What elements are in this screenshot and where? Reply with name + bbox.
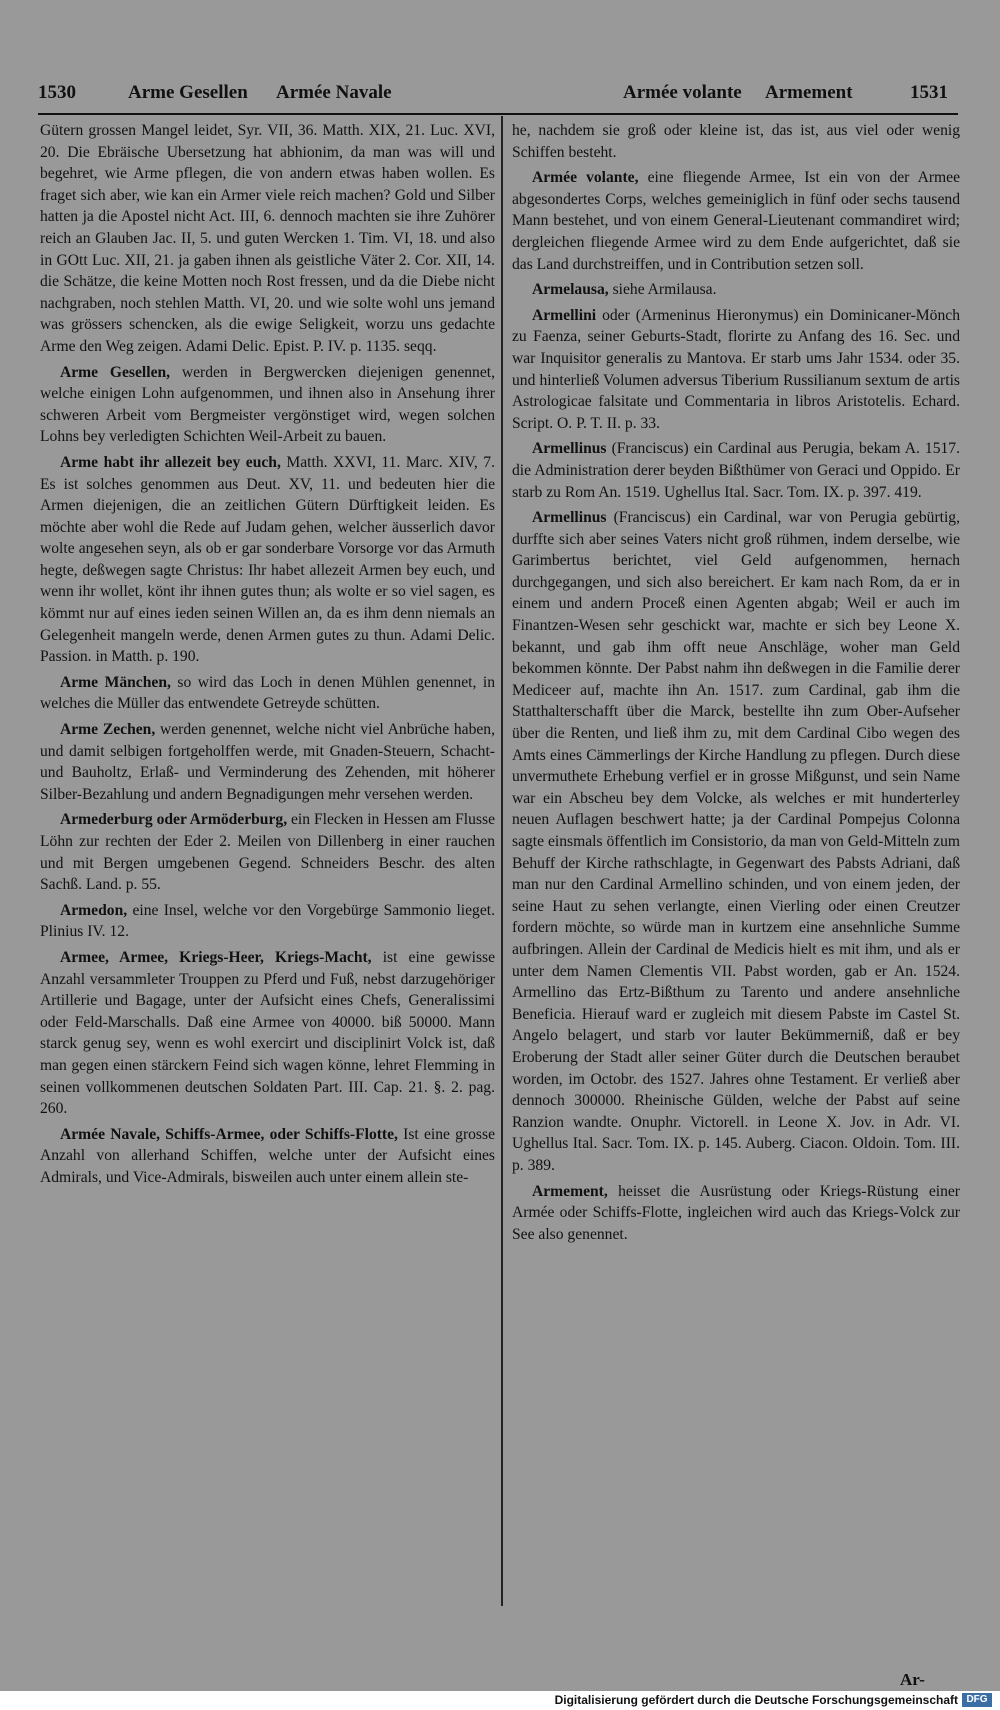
dictionary-entry bbox=[512, 167, 960, 275]
entry-text: ist eine gewisse Anzahl versammleter Trouppen zu Pferd und Fuß, nebst darzugehöriger Artillerie und Bagage, unter der Aufsicht eines Chefs, Generalissimi oder Feld-Marschalls. Daß eine Armee von 40000. biß 50000. Mann starck genug sey, wenn es wohl exercirt und disciplinirt Volck ist, daß man gegen einen stärckern Feind sich wagen könne, lehret Flemming in seinen vollkommenen deutschen Soldaten Part. III. Cap. 21. §. 2. pag. 260. bbox=[40, 948, 495, 1118]
entry-headword: Armelausa, bbox=[532, 281, 609, 299]
right-column bbox=[512, 120, 960, 1249]
dictionary-entry bbox=[40, 719, 495, 805]
running-head-right-2: Armement bbox=[765, 82, 853, 103]
entry-headword: Arme habt ihr allezeit bey euch, bbox=[60, 453, 281, 471]
header-rule bbox=[38, 113, 958, 115]
entry-headword: Arme Gesellen, bbox=[60, 363, 171, 381]
digitization-footer bbox=[0, 1691, 1000, 1710]
entry-text: siehe Armilausa. bbox=[608, 281, 717, 299]
footer-credit: Digitalisierung gefördert durch die Deutsche Forschungsgemeinschaft bbox=[554, 1693, 958, 1707]
dictionary-entry bbox=[40, 947, 495, 1120]
dictionary-entry bbox=[512, 438, 960, 503]
entry-text: he, nachdem sie groß oder kleine ist, das ist, aus viel oder wenig Schiffen besteht. bbox=[512, 122, 960, 161]
entry-text: eine fliegende Armee, Ist ein von der Armee abgesondertes Corps, welches gemeiniglich in fünf oder sechs tausend Mann bestehet, und von einem General-Lieutenant commandiret wird; dergleichen fliegende Armee wird zu dem Ende aufgerichtet, daß sie das Land durchstreiffen, und in Contribution setzen soll. bbox=[512, 169, 960, 273]
entry-headword: Arme Zechen, bbox=[60, 721, 156, 739]
entry-text: werden in Bergwercken diejenigen genennet, welche einigen Lohn aufgenommen, und ihnen also in Ansehung ihrer schweren Arbeit vom Bergmeister vergönstiget wird, wegen solchen Lohns bey verledigten Schichten Weil-Arbeit zu bauen. bbox=[40, 363, 495, 446]
dictionary-entry bbox=[512, 507, 960, 1176]
entry-headword: Armellini bbox=[532, 306, 597, 324]
entry-text: eine Insel, welche vor den Vorgebürge Sammonio lieget. Plinius IV. 12. bbox=[40, 901, 495, 941]
entry-text: so wird das Loch in denen Mühlen genennet, in welches die Müller das entwendete Getreyde schütten. bbox=[40, 673, 496, 713]
running-head-right-1: Armée volante bbox=[623, 82, 742, 103]
dictionary-entry bbox=[40, 120, 495, 358]
dictionary-entry bbox=[40, 809, 495, 895]
dictionary-entry bbox=[40, 900, 495, 943]
entry-headword: Armee, Armee, Kriegs-Heer, Kriegs-Macht, bbox=[60, 948, 372, 966]
entry-headword: Armée volante, bbox=[532, 169, 639, 187]
dictionary-entry bbox=[512, 1181, 960, 1246]
page-number-left: 1530 bbox=[38, 82, 76, 103]
dictionary-entry bbox=[512, 305, 960, 435]
dictionary-entry bbox=[512, 120, 960, 163]
column-divider bbox=[501, 116, 503, 1606]
entry-headword: Arme Mänchen, bbox=[60, 673, 171, 691]
entry-text: ein Flecken in Hessen am Flusse Löhn zur rechten der Eder 2. Meilen von Dillenberg in einer rauchen und mit Bergen umgebenen Gegend. Schneiders Beschr. des alten Sachß. Land. p. 55. bbox=[40, 811, 495, 894]
entry-headword: Armement, bbox=[532, 1182, 608, 1200]
dfg-logo-icon: DFG bbox=[962, 1693, 992, 1707]
entry-text: werden genennet, welche nicht viel Anbrüche haben, und damit selbigen fortgeholffen werde, mit Gnaden-Steuern, Schacht- und Bauholtz, Erlaß- und Verminderung des Zehenden, mit höherer Silber-Bezahlung und andern Begnadigungen mehr versehen werden. bbox=[40, 721, 495, 803]
entry-text: (Franciscus) ein Cardinal, war von Perugia gebürtig, durffte sich aber seines Vaters nicht groß rühmen, indem derselbe, wie Garimbertus berichtet, viel Geld aufgenommen, hernach durchgegangen, und sich also bereichert. Er kam nach Rom, da er in einem und andern Proceß einen Agenten abgab; Weil er auch im Finantzen-Wesen sehr geschickt war, machte er sich bey Leone X. bekannt, und gab ihm offt neue Anschläge, woher man Geld bekommen könnte. Der Pabst nahm ihn deßwegen in die Familie derer Mediceer auf, machte ihn An. 1517. zum Cardinal, gab ihm die Statthalterschafft über die Marck, bestellte ihn zum Ober-Aufseher über die Renten, und ließ ihm zu, mit dem Cardinal Cibo wegen des Amts eines Cämmerlings der Kirche Handlung zu pflegen. Durch diese unvermuthete Erhebung verfiel er in grosse Mißgunst, und sein Name war ein Abscheu bey dem Volcke, als welches er mit hunderterley neuen Auflagen beschwert hatte; ja der Cardinal Pompejus Colonna sagte einsmals öffentlich im Consistorio, da man von Geld-Mitteln zum Behuff der Kirche rathschlagte, in Gegenwart des Pabsts Adriani, daß man nur den Cardinal Armellino schinden, und von einem jeden, der seine Haut zu sehen verlangte, einen Vierling oder einen Creutzer fordern möchte, so würde man in kurtzem eine ansehnliche Summe aufbringen. Allein der Cardinal de Medicis hielt es mit ihm, und als er unter dem Namen Clementis VII. Pabst worden, gab er An. 1524. Armellino das Ertz-Bißthum zu Tarento und andere ansehnliche Beneficia. Hierauf ward er zugleich mit diesem Pabste im Castel St. Angelo belagert, und starb vor lauter Bekümmerniß, daß er bey Eroberung der Stadt aller seiner Güter durch die Deutschen beraubet worden, im Octobr. des 1527. Jahres ohne Testament. Er verließ aber dennoch 300000. Rheinische Gülden, welche der Pabst auf seine Ranzion wandte. Onuphr. Victorell. in Leone X. Jov. in Adr. VI. Ughellus Ital. Sacr. Tom. IX. p. 145. Auberg. Ciacon. Oldoin. Tom. III. p. 389. bbox=[512, 509, 960, 1174]
dictionary-entry bbox=[40, 362, 495, 448]
entry-text: Gütern grossen Mangel leidet, Syr. VII, 36. Matth. XIX, 21. Luc. XVI, 20. Die Ebräische Ubersetzung hat abhionim, da man was will und begehret, wie Arme pflegen, die von andern etwas haben wollen. Es fraget sich aber, wie kan ein Armer viele reich machen? Gold und Silber hatten ja die Apostel nicht Act. III, 6. dennoch machten sie ihre Zuhörer reich an Glauben Jac. II, 5. und guten Wercken 1. Tim. VI, 18. und also in GOtt Luc. XII, 21. ja gaben ihnen als geistliche Väter 2. Cor. XII, 14. die Schätze, die keine Motten noch Rost fressen, und da die Diebe nicht nachgraben, noch stehlen Matth. VI, 20. und wie solte wohl uns jemand was grössers schencken, als die ewige Seligkeit, worzu uns gedachte Arme den Weg zeigen. Adami Delic. Epist. P. IV. p. 1135. seqq. bbox=[40, 122, 495, 355]
entry-text: Matth. XXVI, 11. Marc. XIV, 7. Es ist solches genommen aus Deut. XV, 11. und bedeuten hier die Armen diejenigen, die an zeitlichen Gütern Dürftigkeit leiden. Es möchte aber wohl die Rede auf Judam gehen, welcher äusserlich davor wolte angesehen seyn, als ob er gar sonderbare Vorsorge vor das Armuth hegte, deßwegen sagte Christus: Ihr habet allezeit Armen bey euch, und wenn ihr wollet, könt ihr ihnen gutes thun; als wolte er so viel sagen, es kömmt nur auf eines ieden seinen Willen an, da es ihm denn niemals an Gelegenheit mangeln werde, denen Armen gutes zu thun. Adami Delic. Passion. in Matth. p. 190. bbox=[40, 453, 495, 666]
entry-headword: Armederburg oder Armöderburg, bbox=[60, 811, 288, 829]
page-header bbox=[38, 78, 958, 110]
entry-headword: Armellinus bbox=[532, 440, 607, 458]
dictionary-entry bbox=[512, 279, 960, 301]
entry-text: (Franciscus) ein Cardinal aus Perugia, bekam A. 1517. die Administration derer beyden Bißthümer von Geraci und Oppido. Er starb zu Rom An. 1519. Ughellus Ital. Sacr. Tom. IX. p. 397. 419. bbox=[512, 440, 960, 501]
left-column bbox=[40, 120, 495, 1193]
entry-text: heisset die Ausrüstung oder Kriegs-Rüstung einer Armée oder Schiffs-Flotte, ingleichen wird auch das Kriegs-Volck zur See also genennet. bbox=[512, 1182, 960, 1243]
running-head-left-2: Armée Navale bbox=[276, 82, 392, 103]
page-number-right: 1531 bbox=[910, 82, 948, 103]
entry-text: oder (Armeninus Hieronymus) ein Dominicaner-Mönch zu Faenza, seiner Geburts-Stadt, florirte zu Anfang des 16. Sec. und war Inquisitor generalis zu Mantova. Er starb ums Jahr 1534. oder 35. und hinterließ Volumen adversus Tiberium Russilianum sextum de artis Astrologicae falsitate und Commentaria in libros Aristotelis. Echard. Script. O. P. T. II. p. 33. bbox=[512, 306, 960, 432]
catchword: Ar- bbox=[900, 1670, 925, 1689]
entry-text: Ist eine grosse Anzahl von allerhand Schiffen, welche unter der Aufsicht eines Admirals, und Vice-Admirals, bisweilen auch unter einem allein ste- bbox=[40, 1125, 495, 1186]
dictionary-entry bbox=[40, 452, 495, 668]
dictionary-entry bbox=[40, 1124, 495, 1189]
entry-headword: Armedon, bbox=[60, 901, 128, 919]
entry-headword: Armée Navale, Schiffs-Armee, oder Schiffs-Flotte, bbox=[60, 1125, 398, 1143]
running-head-left-1: Arme Gesellen bbox=[128, 82, 248, 103]
entry-headword: Armellinus bbox=[532, 509, 607, 527]
dictionary-entry bbox=[40, 672, 495, 715]
